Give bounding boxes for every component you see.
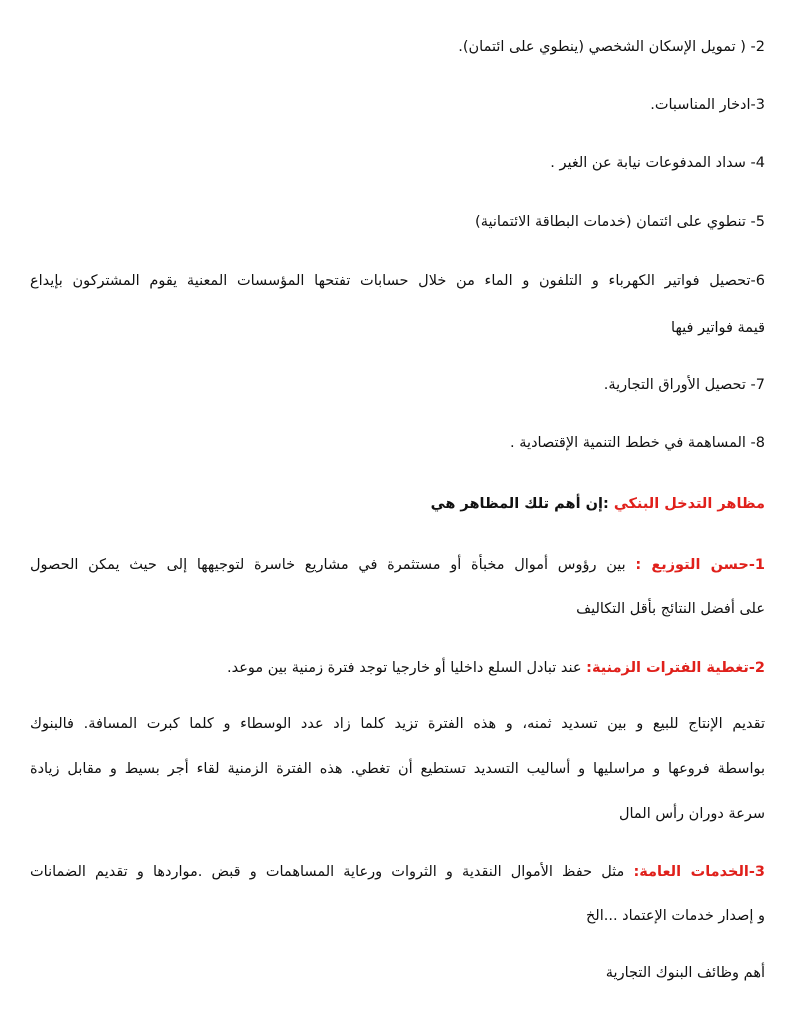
paragraph-1-title: 1-حسن التوزيع : <box>635 557 765 573</box>
paragraph-2-text: عند تبادل السلع داخليا أو خارجيا توجد فترة زمنية بين موعد. <box>226 660 587 676</box>
list-item-2: 2- ( تمويل الإسكان الشخصي (ينطوي على ائتمان). <box>458 39 765 55</box>
list-item-4: 4- سداد المدفوعات نيابة عن الغير . <box>550 155 765 171</box>
closing-heading: أهم وظائف البنوك التجارية <box>605 965 765 981</box>
list-item-8: 8- المساهمة في خطط التنمية الإقتصادية . <box>510 435 765 451</box>
section-heading-title: مظاهر التدخل البنكي <box>613 496 765 512</box>
paragraph-2-title: 2-تغطية الفترات الزمنية: <box>586 660 765 676</box>
paragraph-3-title: 3-الخدمات العامة: <box>633 864 765 880</box>
section-heading-intro: :إن أهم تلك المظاهر هي <box>430 496 614 512</box>
list-item-6-continued: قيمة فواتير فيها <box>671 320 765 336</box>
list-item-7: 7- تحصيل الأوراق التجارية. <box>603 377 765 393</box>
paragraph-1 <box>30 554 765 576</box>
paragraph-1-line-2: على أفضل النتائج بأقل التكاليف <box>576 601 765 617</box>
list-item-5: 5- تنطوي على ائتمان (خدمات البطاقة الائتمانية) <box>475 214 765 230</box>
paragraph-3 <box>30 861 765 883</box>
paragraph-2-line-2: تقديم الإنتاج للبيع و بين تسديد ثمنه، و هذه الفترة تزيد كلما زاد عدد الوسطاء و كلما كبرت المسافة. فالبنوك <box>30 716 765 732</box>
paragraph-1-text: بين رؤوس أموال مخبأة أو مستثمرة في مشاريع خاسرة لتوجيهها إلى حيث يمكن الحصول <box>30 557 636 573</box>
list-item-3: 3-ادخار المناسبات. <box>650 97 765 113</box>
paragraph-2 <box>30 657 765 679</box>
list-item-6: 6-تحصيل فواتير الكهرباء و التلفون و الماء من خلال حسابات تفتحها المؤسسات المعنية يقوم المشتركون بإيداع <box>30 273 765 289</box>
paragraph-2-line-3: بواسطة فروعها و مراسليها و أساليب التسديد تستطيع أن تغطي. هذه الفترة الزمنية لقاء أجر بسيط و مقابل زيادة <box>30 761 765 777</box>
section-heading <box>30 493 765 515</box>
paragraph-3-line-2: و إصدار خدمات الإعتماد ...الخ <box>585 908 765 924</box>
paragraph-2-line-4: سرعة دوران رأس المال <box>618 806 765 822</box>
paragraph-3-text: مثل حفظ الأموال النقدية و الثروات ورعاية المساهمات و قبض .مواردها و تقديم الضمانات <box>30 864 634 880</box>
